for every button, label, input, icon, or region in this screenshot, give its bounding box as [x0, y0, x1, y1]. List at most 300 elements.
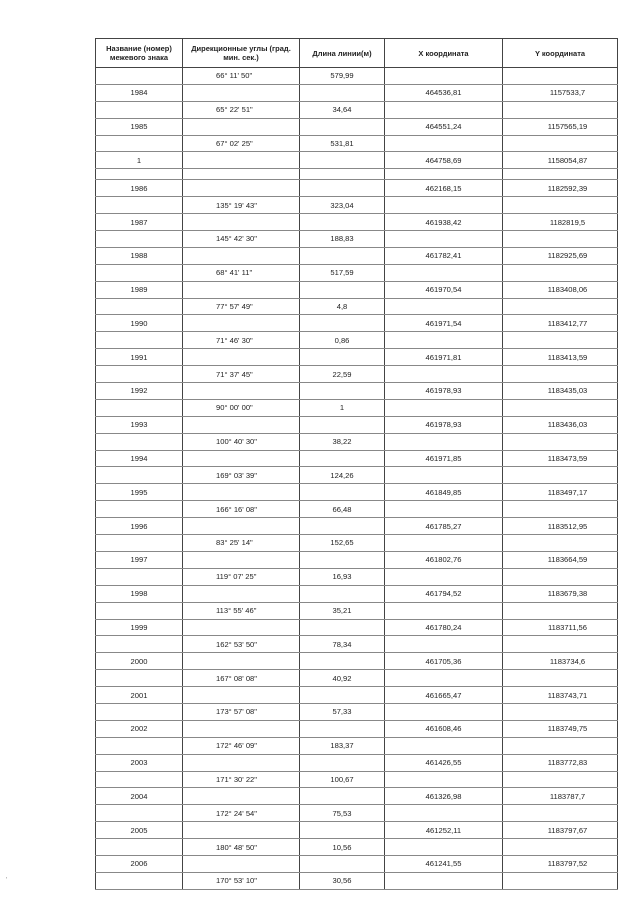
cell-x — [385, 872, 503, 889]
cell-y: 1183436,03 — [503, 416, 618, 433]
cell-length — [300, 169, 385, 180]
cell-length — [300, 118, 385, 135]
cell-x — [385, 366, 503, 383]
cell-length: 124,26 — [300, 467, 385, 484]
cell-length — [300, 484, 385, 501]
cell-y — [503, 737, 618, 754]
table-row — [96, 720, 618, 737]
cell-length — [300, 855, 385, 872]
table-row — [96, 805, 618, 822]
cell-mark-name — [96, 670, 183, 687]
cell-length: 22,59 — [300, 366, 385, 383]
cell-y — [503, 535, 618, 552]
table-row — [96, 687, 618, 704]
cell-mark-name: 2003 — [96, 754, 183, 771]
table-row — [96, 180, 618, 197]
table-row — [96, 433, 618, 450]
cell-y: 1182925,69 — [503, 247, 618, 264]
cell-length: 30,56 — [300, 872, 385, 889]
cell-bearing — [183, 214, 300, 231]
cell-mark-name: 1 — [96, 152, 183, 169]
table-row — [96, 535, 618, 552]
table-row — [96, 551, 618, 568]
cell-mark-name: 1986 — [96, 180, 183, 197]
cell-x — [385, 568, 503, 585]
cell-bearing: 68° 41' 11" — [183, 264, 300, 281]
table-row — [96, 118, 618, 135]
cell-bearing — [183, 247, 300, 264]
cell-mark-name: 1991 — [96, 349, 183, 366]
cell-y — [503, 771, 618, 788]
cell-length: 35,21 — [300, 602, 385, 619]
cell-y — [503, 366, 618, 383]
cell-x — [385, 636, 503, 653]
cell-length — [300, 416, 385, 433]
cell-bearing: 113° 55' 46" — [183, 602, 300, 619]
cell-bearing: 83° 25' 14" — [183, 535, 300, 552]
cell-bearing: 170° 53' 10" — [183, 872, 300, 889]
cell-length: 183,37 — [300, 737, 385, 754]
cell-y — [503, 197, 618, 214]
cell-bearing: 77° 57' 49" — [183, 298, 300, 315]
cell-x — [385, 101, 503, 118]
cell-length — [300, 518, 385, 535]
cell-bearing: 172° 24' 54" — [183, 805, 300, 822]
table-row — [96, 602, 618, 619]
cell-y — [503, 636, 618, 653]
cell-mark-name — [96, 771, 183, 788]
table-row — [96, 484, 618, 501]
margin-mark: ' — [6, 877, 8, 883]
cell-x: 461849,85 — [385, 484, 503, 501]
cell-mark-name — [96, 501, 183, 518]
cell-mark-name: 2004 — [96, 788, 183, 805]
cell-mark-name: 1992 — [96, 383, 183, 400]
cell-length: 579,99 — [300, 68, 385, 85]
cell-mark-name: 1990 — [96, 315, 183, 332]
cell-y — [503, 264, 618, 281]
cell-length: 75,53 — [300, 805, 385, 822]
cell-y: 1183787,7 — [503, 788, 618, 805]
cell-length — [300, 687, 385, 704]
table-row — [96, 84, 618, 101]
table-row — [96, 855, 618, 872]
cell-y — [503, 332, 618, 349]
cell-y: 1183711,56 — [503, 619, 618, 636]
cell-bearing: 167° 08' 08" — [183, 670, 300, 687]
table-row — [96, 754, 618, 771]
cell-mark-name: 1989 — [96, 281, 183, 298]
cell-x: 464536,81 — [385, 84, 503, 101]
cell-mark-name — [96, 467, 183, 484]
cell-bearing — [183, 653, 300, 670]
cell-x: 461326,98 — [385, 788, 503, 805]
cell-x — [385, 264, 503, 281]
cell-mark-name: 1985 — [96, 118, 183, 135]
cell-length — [300, 450, 385, 467]
cell-x: 461780,24 — [385, 619, 503, 636]
table-row — [96, 231, 618, 248]
table-row — [96, 152, 618, 169]
table-row — [96, 264, 618, 281]
cell-mark-name: 1996 — [96, 518, 183, 535]
cell-x — [385, 670, 503, 687]
cell-y — [503, 399, 618, 416]
cell-length — [300, 214, 385, 231]
table-row — [96, 518, 618, 535]
cell-bearing — [183, 84, 300, 101]
cell-y — [503, 467, 618, 484]
cell-mark-name: 1995 — [96, 484, 183, 501]
cell-x — [385, 737, 503, 754]
cell-bearing: 169° 03' 39" — [183, 467, 300, 484]
table-row — [96, 467, 618, 484]
cell-length: 531,81 — [300, 135, 385, 152]
cell-y — [503, 839, 618, 856]
cell-length: 16,93 — [300, 568, 385, 585]
cell-y: 1183497,17 — [503, 484, 618, 501]
cell-bearing — [183, 281, 300, 298]
cell-x: 461252,11 — [385, 822, 503, 839]
cell-y — [503, 101, 618, 118]
cell-bearing: 119° 07' 25" — [183, 568, 300, 585]
cell-x: 461970,54 — [385, 281, 503, 298]
cell-y — [503, 298, 618, 315]
cell-bearing — [183, 450, 300, 467]
cell-y: 1183408,06 — [503, 281, 618, 298]
cell-mark-name — [96, 535, 183, 552]
table-row — [96, 619, 618, 636]
cell-mark-name — [96, 332, 183, 349]
cell-length — [300, 247, 385, 264]
cell-bearing: 180° 48' 50" — [183, 839, 300, 856]
table-row — [96, 653, 618, 670]
cell-x — [385, 399, 503, 416]
cell-mark-name — [96, 602, 183, 619]
table-row — [96, 501, 618, 518]
table-row — [96, 366, 618, 383]
cell-bearing — [183, 315, 300, 332]
table-row — [96, 214, 618, 231]
cell-length: 100,67 — [300, 771, 385, 788]
cell-bearing: 71° 46' 30" — [183, 332, 300, 349]
table-row — [96, 737, 618, 754]
cell-length: 4,8 — [300, 298, 385, 315]
table-row — [96, 332, 618, 349]
cell-length: 0,86 — [300, 332, 385, 349]
cell-y: 1157533,7 — [503, 84, 618, 101]
cell-x: 461971,81 — [385, 349, 503, 366]
document-page — [95, 38, 617, 890]
header-y: Y координата — [503, 39, 618, 68]
cell-x — [385, 68, 503, 85]
cell-bearing — [183, 118, 300, 135]
cell-y — [503, 68, 618, 85]
cell-mark-name: 1999 — [96, 619, 183, 636]
cell-mark-name — [96, 231, 183, 248]
table-row — [96, 872, 618, 889]
cell-mark-name — [96, 68, 183, 85]
table-row — [96, 349, 618, 366]
table-row — [96, 568, 618, 585]
table-row — [96, 135, 618, 152]
cell-length — [300, 349, 385, 366]
cell-x — [385, 805, 503, 822]
cell-bearing: 66° 11' 50" — [183, 68, 300, 85]
cell-mark-name — [96, 197, 183, 214]
cell-y — [503, 169, 618, 180]
cell-bearing: 172° 46' 09" — [183, 737, 300, 754]
cell-y — [503, 135, 618, 152]
cell-bearing: 173° 57' 08" — [183, 703, 300, 720]
cell-x: 461971,85 — [385, 450, 503, 467]
cell-length — [300, 788, 385, 805]
cell-x — [385, 501, 503, 518]
cell-y — [503, 501, 618, 518]
cell-mark-name: 2001 — [96, 687, 183, 704]
cell-bearing — [183, 169, 300, 180]
cell-mark-name — [96, 703, 183, 720]
cell-mark-name: 2006 — [96, 855, 183, 872]
cell-length — [300, 822, 385, 839]
table-row — [96, 298, 618, 315]
table-row — [96, 399, 618, 416]
cell-x: 461785,27 — [385, 518, 503, 535]
cell-bearing: 135° 19' 43" — [183, 197, 300, 214]
cell-mark-name: 1987 — [96, 214, 183, 231]
cell-x: 464551,24 — [385, 118, 503, 135]
cell-x: 461971,54 — [385, 315, 503, 332]
cell-bearing — [183, 855, 300, 872]
cell-x — [385, 703, 503, 720]
cell-y: 1183512,95 — [503, 518, 618, 535]
cell-bearing: 145° 42' 30" — [183, 231, 300, 248]
cell-y: 1182592,39 — [503, 180, 618, 197]
table-row — [96, 315, 618, 332]
cell-y — [503, 670, 618, 687]
cell-x: 461665,47 — [385, 687, 503, 704]
cell-mark-name: 1988 — [96, 247, 183, 264]
cell-mark-name: 1997 — [96, 551, 183, 568]
cell-y — [503, 602, 618, 619]
table-row — [96, 68, 618, 85]
table-row — [96, 247, 618, 264]
cell-y: 1183473,59 — [503, 450, 618, 467]
cell-bearing — [183, 754, 300, 771]
cell-length: 188,83 — [300, 231, 385, 248]
cell-y: 1183749,75 — [503, 720, 618, 737]
cell-mark-name: 1998 — [96, 585, 183, 602]
cell-x: 464758,69 — [385, 152, 503, 169]
cell-mark-name: 2000 — [96, 653, 183, 670]
cell-length: 10,56 — [300, 839, 385, 856]
cell-length: 152,65 — [300, 535, 385, 552]
cell-y: 1183412,77 — [503, 315, 618, 332]
cell-x: 461938,42 — [385, 214, 503, 231]
cell-y — [503, 805, 618, 822]
cell-length — [300, 619, 385, 636]
cell-mark-name: 2005 — [96, 822, 183, 839]
cell-y: 1183664,59 — [503, 551, 618, 568]
cell-mark-name — [96, 805, 183, 822]
cell-bearing — [183, 822, 300, 839]
cell-y — [503, 703, 618, 720]
cell-bearing — [183, 152, 300, 169]
cell-y: 1183772,83 — [503, 754, 618, 771]
table-row — [96, 101, 618, 118]
cell-bearing — [183, 585, 300, 602]
cell-length: 517,59 — [300, 264, 385, 281]
cell-bearing — [183, 687, 300, 704]
cell-length — [300, 281, 385, 298]
table-row — [96, 636, 618, 653]
cell-mark-name: 1984 — [96, 84, 183, 101]
cell-mark-name — [96, 839, 183, 856]
cell-x — [385, 602, 503, 619]
cell-length — [300, 315, 385, 332]
cell-mark-name — [96, 399, 183, 416]
table-body — [96, 68, 618, 890]
cell-y: 1183679,38 — [503, 585, 618, 602]
cell-bearing — [183, 180, 300, 197]
cell-mark-name — [96, 101, 183, 118]
cell-x: 462168,15 — [385, 180, 503, 197]
cell-length — [300, 585, 385, 602]
cell-x: 461705,36 — [385, 653, 503, 670]
table-row — [96, 822, 618, 839]
cell-bearing — [183, 619, 300, 636]
cell-x: 461426,55 — [385, 754, 503, 771]
table-row — [96, 585, 618, 602]
cell-y — [503, 872, 618, 889]
cell-bearing — [183, 518, 300, 535]
cell-x — [385, 771, 503, 788]
cell-x — [385, 535, 503, 552]
table-row — [96, 670, 618, 687]
cell-y: 1158054,87 — [503, 152, 618, 169]
cell-x: 461782,41 — [385, 247, 503, 264]
cell-bearing — [183, 720, 300, 737]
cell-length — [300, 754, 385, 771]
cell-mark-name — [96, 568, 183, 585]
table-row — [96, 839, 618, 856]
cell-length — [300, 720, 385, 737]
cell-mark-name — [96, 636, 183, 653]
table-row — [96, 788, 618, 805]
cell-length — [300, 152, 385, 169]
cell-mark-name — [96, 433, 183, 450]
cell-x: 461802,76 — [385, 551, 503, 568]
cell-bearing — [183, 788, 300, 805]
cell-length — [300, 383, 385, 400]
table-row — [96, 771, 618, 788]
cell-y: 1157565,19 — [503, 118, 618, 135]
cell-length — [300, 180, 385, 197]
cell-mark-name — [96, 298, 183, 315]
cell-bearing: 65° 22' 51" — [183, 101, 300, 118]
cell-x — [385, 839, 503, 856]
header-length: Длина линии(м) — [300, 39, 385, 68]
cell-length: 78,34 — [300, 636, 385, 653]
table-row — [96, 450, 618, 467]
cell-length: 57,33 — [300, 703, 385, 720]
cell-y: 1182819,5 — [503, 214, 618, 231]
cell-bearing — [183, 551, 300, 568]
cell-bearing — [183, 383, 300, 400]
cell-y: 1183797,52 — [503, 855, 618, 872]
cell-x — [385, 135, 503, 152]
table-row — [96, 197, 618, 214]
cell-bearing — [183, 349, 300, 366]
cell-length: 38,22 — [300, 433, 385, 450]
cell-length — [300, 551, 385, 568]
cell-y — [503, 568, 618, 585]
cell-length: 40,92 — [300, 670, 385, 687]
cell-x: 461241,55 — [385, 855, 503, 872]
cell-mark-name: 2002 — [96, 720, 183, 737]
cell-bearing: 171° 30' 22" — [183, 771, 300, 788]
cell-y — [503, 231, 618, 248]
cell-mark-name: 1994 — [96, 450, 183, 467]
cell-bearing: 71° 37' 45" — [183, 366, 300, 383]
cell-x — [385, 467, 503, 484]
table-row — [96, 703, 618, 720]
cell-bearing — [183, 416, 300, 433]
cell-x — [385, 197, 503, 214]
cell-bearing: 90° 00' 00" — [183, 399, 300, 416]
cell-mark-name: 1993 — [96, 416, 183, 433]
table-row — [96, 416, 618, 433]
header-x: Х координата — [385, 39, 503, 68]
cell-length — [300, 84, 385, 101]
header-row — [96, 39, 618, 68]
cell-y: 1183413,59 — [503, 349, 618, 366]
cell-x — [385, 231, 503, 248]
cell-y — [503, 433, 618, 450]
header-angles: Дирекционные углы (град. мин. сек.) — [183, 39, 300, 68]
cell-mark-name — [96, 737, 183, 754]
cell-x — [385, 433, 503, 450]
header-name: Название (номер) межевого знака — [96, 39, 183, 68]
cell-length: 34,64 — [300, 101, 385, 118]
cell-x: 461608,46 — [385, 720, 503, 737]
cell-x — [385, 169, 503, 180]
cell-mark-name — [96, 169, 183, 180]
cell-length: 323,04 — [300, 197, 385, 214]
table-row — [96, 281, 618, 298]
cell-bearing: 67° 02' 25" — [183, 135, 300, 152]
cell-x: 461978,93 — [385, 416, 503, 433]
cell-mark-name — [96, 135, 183, 152]
boundary-coordinates-table — [95, 38, 618, 890]
cell-x — [385, 298, 503, 315]
cell-y: 1183743,71 — [503, 687, 618, 704]
cell-length: 66,48 — [300, 501, 385, 518]
cell-y: 1183734,6 — [503, 653, 618, 670]
cell-bearing: 100° 40' 30" — [183, 433, 300, 450]
cell-bearing — [183, 484, 300, 501]
table-row — [96, 169, 618, 180]
cell-mark-name — [96, 264, 183, 281]
table-row — [96, 383, 618, 400]
cell-bearing: 166° 16' 08" — [183, 501, 300, 518]
cell-mark-name — [96, 366, 183, 383]
cell-x: 461794,52 — [385, 585, 503, 602]
cell-bearing: 162° 53' 50" — [183, 636, 300, 653]
cell-x — [385, 332, 503, 349]
cell-x: 461978,93 — [385, 383, 503, 400]
cell-y: 1183435,03 — [503, 383, 618, 400]
